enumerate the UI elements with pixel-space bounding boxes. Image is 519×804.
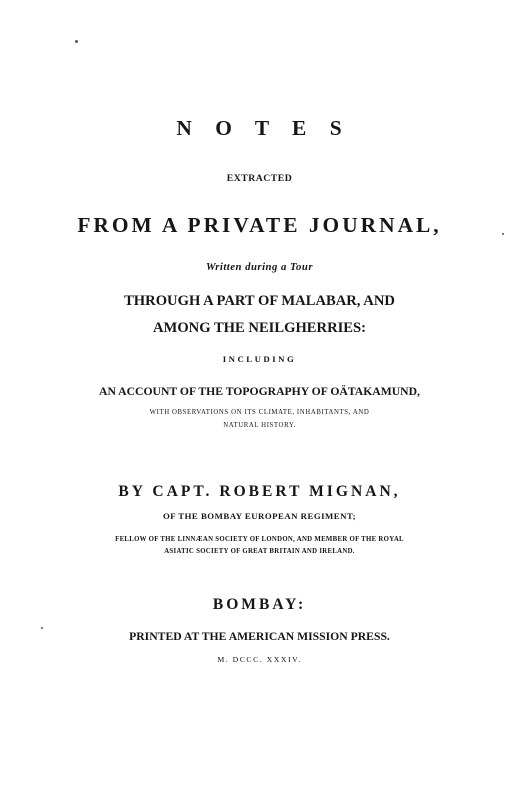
natural-history-line: NATURAL HISTORY.	[223, 422, 296, 429]
regiment-line: OF THE BOMBAY EUROPEAN REGIMENT;	[162, 511, 357, 521]
neilgherries-line: AMONG THE NEILGHERRIES:	[153, 320, 366, 336]
book-title: N O T E S	[176, 116, 351, 140]
including-label: INCLUDING	[222, 354, 297, 364]
topography-line: AN ACCOUNT OF THE TOPOGRAPHY OF OÄTAKAMUND,	[99, 385, 420, 398]
through-malabar-line: THROUGH A PART OF MALABAR, AND	[124, 293, 395, 309]
fellowship-line: FELLOW OF THE LINNÆAN SOCIETY OF LONDON, AND MEMBER OF THE ROYAL	[115, 536, 404, 543]
paper-speck	[75, 40, 78, 43]
observations-line: WITH OBSERVATIONS ON ITS CLIMATE, INHABITANTS, AND	[149, 409, 370, 416]
extracted-label: EXTRACTED	[226, 173, 293, 184]
paper-speck	[41, 627, 43, 629]
author-line: BY CAPT. ROBERT MIGNAN,	[118, 483, 401, 500]
printer-line: PRINTED AT THE AMERICAN MISSION PRESS.	[129, 630, 390, 643]
written-during-line: Written during a Tour	[205, 261, 314, 273]
publication-date: M. DCCC. XXXIV.	[217, 655, 302, 664]
journal-heading: FROM A PRIVATE JOURNAL,	[77, 213, 442, 237]
imprint-place: BOMBAY:	[212, 596, 307, 613]
asiatic-society-line: ASIATIC SOCIETY OF GREAT BRITAIN AND IRELAND.	[164, 548, 355, 555]
